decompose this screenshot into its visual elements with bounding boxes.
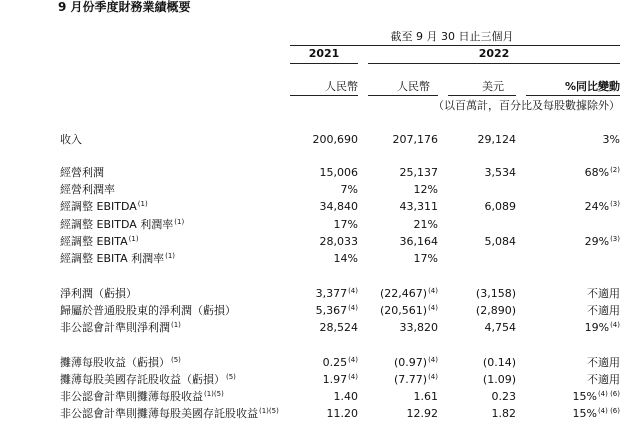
rule-rmb-2022 [368,95,438,96]
value-yoy-text: 15% [572,407,597,420]
footnote-marker: (4) (6) [597,407,620,415]
value-rmb-2022 [370,200,438,213]
row-label [60,356,181,369]
value-rmb-2022-text: 33,820 [399,321,438,334]
footnote-marker: (3) [610,200,620,208]
value-2021 [288,356,358,369]
row-label [60,304,236,317]
value-2021 [288,218,358,231]
value-rmb-2022-text: 43,311 [399,200,438,213]
value-2021 [288,407,358,420]
value-yoy-text: 不適用 [587,373,620,386]
value-usd-2022-text: 29,124 [477,133,516,146]
value-yoy-text: 不適用 [587,304,620,317]
row-label-text: 經調整 EBITA 利潤率 [60,252,165,265]
value-2021 [288,235,358,248]
value-2021 [288,321,358,334]
footnote-marker: (1)(5) [204,390,224,398]
value-usd-2022-text: 5,084 [484,235,516,248]
value-2021-text: 28,524 [319,321,358,334]
value-2021 [288,200,358,213]
value-2021 [288,304,358,317]
value-rmb-2022 [370,356,438,369]
value-yoy [520,133,620,146]
page-title: 9 月份季度財務業績概要 [58,0,191,14]
value-usd-2022 [446,321,516,334]
value-usd-2022 [446,304,516,317]
year-2021-header: 2021 [308,47,340,60]
value-2021 [288,166,358,179]
year-2021-rule [290,63,358,64]
rule-yoy [526,95,620,96]
row-label-text: 經調整 EBITDA [60,200,137,213]
row-label-text: 經營利潤 [60,166,104,179]
col-rmb-2021: 人民幣 [325,80,358,93]
col-rmb-2022: 人民幣 [397,80,430,93]
value-usd-2022 [446,287,516,300]
value-2021-text: 3,377 [315,287,348,300]
value-rmb-2022 [370,287,438,300]
value-usd-2022 [446,390,516,403]
value-2021-text: 1.97 [322,373,348,386]
value-yoy [520,166,620,179]
value-yoy [520,373,620,386]
footnote-marker: (1)(5) [259,407,279,415]
row-label [60,218,184,231]
footnote-marker: (4) [348,304,358,312]
footnote-marker: (1) [128,235,139,243]
footnote-marker: (2) [610,166,620,174]
row-label-text: 經調整 EBITDA 利潤率 [60,218,174,231]
value-usd-2022 [446,356,516,369]
value-2021 [288,133,358,146]
row-label [60,200,148,213]
value-rmb-2022 [370,218,438,231]
value-2021 [288,373,358,386]
value-rmb-2022-text: (20,561) [380,304,428,317]
value-2021-text: 7% [340,183,358,196]
value-yoy-text: 不適用 [587,287,620,300]
value-usd-2022-text: 4,754 [484,321,516,334]
row-label-text: 經營利潤率 [60,183,115,196]
row-label [60,183,115,196]
value-2021 [288,390,358,403]
value-2021-text: 15,006 [319,166,358,179]
footnote-marker: (1) [137,200,148,208]
value-yoy-text: 19% [584,321,610,334]
value-rmb-2022-text: 1.61 [413,390,438,403]
value-2021-text: 0.25 [322,356,348,369]
footnote-marker: (1) [174,218,185,226]
value-2021-text: 1.40 [333,390,358,403]
value-2021-text: 34,840 [319,200,358,213]
row-label-text: 非公認會計準則攤薄每股收益 [60,390,203,403]
footnote-marker: (3) [610,235,620,243]
period-header: 截至 9 月 30 日止三個月 [390,30,514,43]
footnote-marker: (4) [428,304,438,312]
footnote-marker: (4) [348,373,358,381]
row-label-text: 非公認會計準則淨利潤 [60,321,170,334]
value-yoy [520,287,620,300]
value-rmb-2022 [370,407,438,420]
value-2021-text: 200,690 [312,133,358,146]
footnote-marker: (1) [171,321,181,329]
row-label [60,166,104,179]
value-usd-2022 [446,373,516,386]
footnote-marker: (4) [428,356,438,364]
row-label [60,390,224,403]
value-yoy [520,304,620,317]
value-rmb-2022 [370,304,438,317]
footnote-marker: (4) (6) [597,390,620,398]
row-label [60,252,175,265]
row-label [60,287,137,300]
row-label-text: 淨利潤（虧損） [60,287,137,300]
row-label [60,235,139,248]
year-2022-header: 2022 [478,47,510,60]
footnote-marker: (4) [428,373,438,381]
value-usd-2022-text: 1.82 [491,407,516,420]
footnote-marker: (5) [226,373,236,381]
value-usd-2022-text: 6,089 [484,200,516,213]
value-yoy-text: 68% [584,166,610,179]
value-usd-2022-text: (3,158) [475,287,516,300]
row-label [60,133,82,146]
value-usd-2022-text: (1.09) [482,373,516,386]
period-rule [290,45,620,46]
row-label-text: 攤薄每股收益（虧損） [60,356,170,369]
value-rmb-2022-text: 12.92 [406,407,438,420]
value-yoy-text: 3% [602,133,620,146]
year-2022-rule [368,63,620,64]
value-2021-text: 28,033 [319,235,358,248]
value-2021-text: 5,367 [315,304,348,317]
value-yoy [520,321,620,334]
value-rmb-2022-text: 207,176 [392,133,438,146]
row-label-text: 非公認會計準則攤薄每股美國存託股收益 [60,407,258,420]
rule-usd [448,95,516,96]
row-label-text: 經調整 EBITA [60,235,128,248]
value-usd-2022-text: 0.23 [491,390,516,403]
value-rmb-2022-text: 17% [413,252,438,265]
row-label [60,407,279,420]
value-rmb-2022-text: (22,467) [380,287,428,300]
row-label-text: 收入 [60,133,82,146]
value-rmb-2022 [370,373,438,386]
value-rmb-2022 [370,133,438,146]
value-rmb-2022 [370,183,438,196]
footnote-marker: (1) [165,252,176,260]
footnote-marker: (4) [348,356,358,364]
value-rmb-2022-text: (7.77) [394,373,428,386]
col-usd: 美元 [482,80,504,93]
value-yoy [520,235,620,248]
value-rmb-2022 [370,166,438,179]
value-yoy-text: 24% [584,200,610,213]
footnote-marker: (5) [171,356,181,364]
footnote-marker: (4) [428,287,438,295]
value-rmb-2022 [370,252,438,265]
value-2021 [288,183,358,196]
value-rmb-2022-text: 21% [413,218,438,231]
value-2021-text: 17% [333,218,358,231]
value-yoy-text: 15% [572,390,597,403]
value-2021 [288,252,358,265]
row-label [60,321,181,334]
row-label [60,373,236,386]
value-usd-2022 [446,133,516,146]
value-yoy [520,407,620,420]
value-rmb-2022-text: (0.97) [394,356,428,369]
value-usd-2022-text: (0.14) [482,356,516,369]
value-usd-2022 [446,166,516,179]
value-usd-2022 [446,235,516,248]
value-yoy-text: 不適用 [587,356,620,369]
value-usd-2022-text: 3,534 [484,166,516,179]
col-yoy: %同比變動 [564,80,620,93]
value-rmb-2022 [370,235,438,248]
footnote-marker: (4) [610,321,620,329]
value-usd-2022 [446,200,516,213]
units-note: （以百萬計，百分比及每股數據除外） [433,99,620,112]
value-rmb-2022-text: 36,164 [399,235,438,248]
rule-2021 [290,95,358,96]
footnote-marker: (4) [348,287,358,295]
row-label-text: 歸屬於普通股股東的淨利潤（虧損） [60,304,236,317]
value-usd-2022 [446,407,516,420]
value-2021 [288,287,358,300]
value-2021-text: 14% [333,252,358,265]
value-rmb-2022 [370,390,438,403]
value-rmb-2022 [370,321,438,334]
value-yoy [520,356,620,369]
value-yoy [520,200,620,213]
value-rmb-2022-text: 25,137 [399,166,438,179]
value-rmb-2022-text: 12% [413,183,438,196]
value-yoy-text: 29% [584,235,610,248]
value-usd-2022-text: (2,890) [475,304,516,317]
value-yoy [520,390,620,403]
value-2021-text: 11.20 [326,407,358,420]
row-label-text: 攤薄每股美國存託股收益（虧損） [60,373,225,386]
